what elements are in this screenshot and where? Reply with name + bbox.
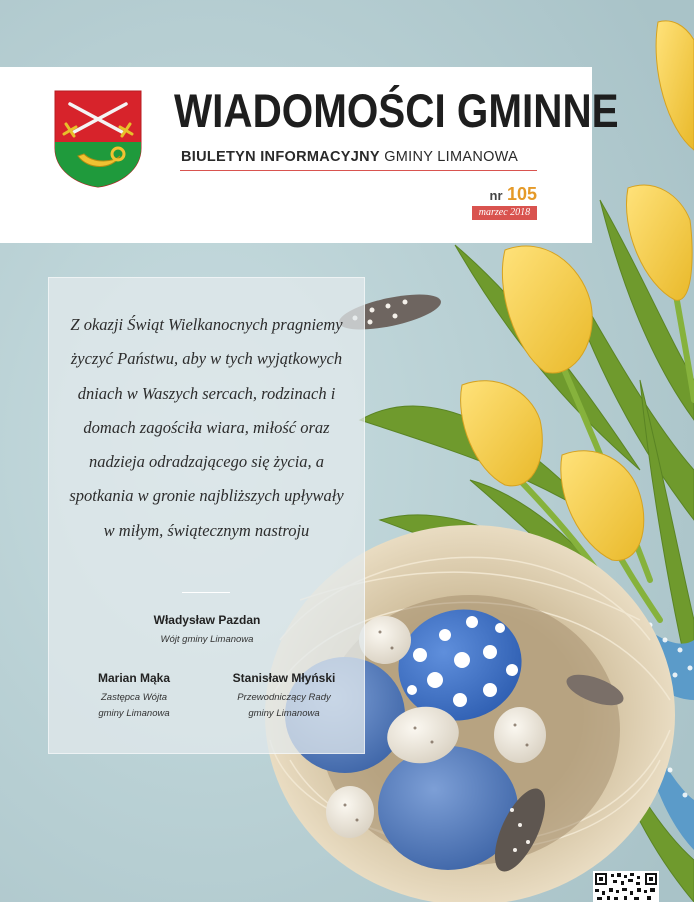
masthead [0, 67, 619, 243]
qr-code-icon[interactable] [593, 871, 659, 902]
divider [180, 170, 537, 171]
crest-icon [54, 90, 142, 188]
signature-name: Stanisław Młyński [232, 671, 336, 685]
signature-wojt [127, 613, 287, 648]
subtitle-bold: BIULETYN INFORMACYJNY [181, 149, 380, 165]
signature-role-line1: Zastępca Wójta [101, 692, 167, 703]
signature-role-line2: gminy Limanowa [248, 708, 320, 719]
subtitle-rest: GMINY LIMANOWA [384, 149, 519, 165]
signature-deputy [64, 671, 204, 722]
issue-date: marzec 2018 [472, 206, 537, 220]
signature-name: Marian Mąka [97, 671, 171, 685]
issue-number [490, 184, 538, 205]
separator [182, 592, 230, 593]
signature-role: Wójt gminy Limanowa [160, 634, 254, 645]
signature-role [64, 690, 204, 722]
signature-role [199, 690, 369, 722]
subtitle [181, 149, 518, 165]
signature-chairman [199, 671, 369, 722]
issue-prefix: nr [489, 188, 503, 203]
issue-value: 105 [506, 184, 537, 204]
greeting-card [48, 277, 365, 754]
signature-name: Władysław Pazdan [153, 613, 261, 627]
page-title: WIADOMOŚCI GMINNE [174, 84, 619, 137]
greeting-text: Z okazji Świąt Wielkanocnych pragniemy życzyć Państwu, aby w tych wyjątkowych dniach w Waszych sercach, rodzinach i domach zagościła wiara, miłość oraz nadzieja odradzającego się życia, a spotkania w gronie najbliższych upływały w miłym, świątecznym nastroju [69, 315, 344, 540]
signature-role-line2: gminy Limanowa [98, 708, 170, 719]
signature-role-line1: Przewodniczący Rady [237, 692, 331, 703]
